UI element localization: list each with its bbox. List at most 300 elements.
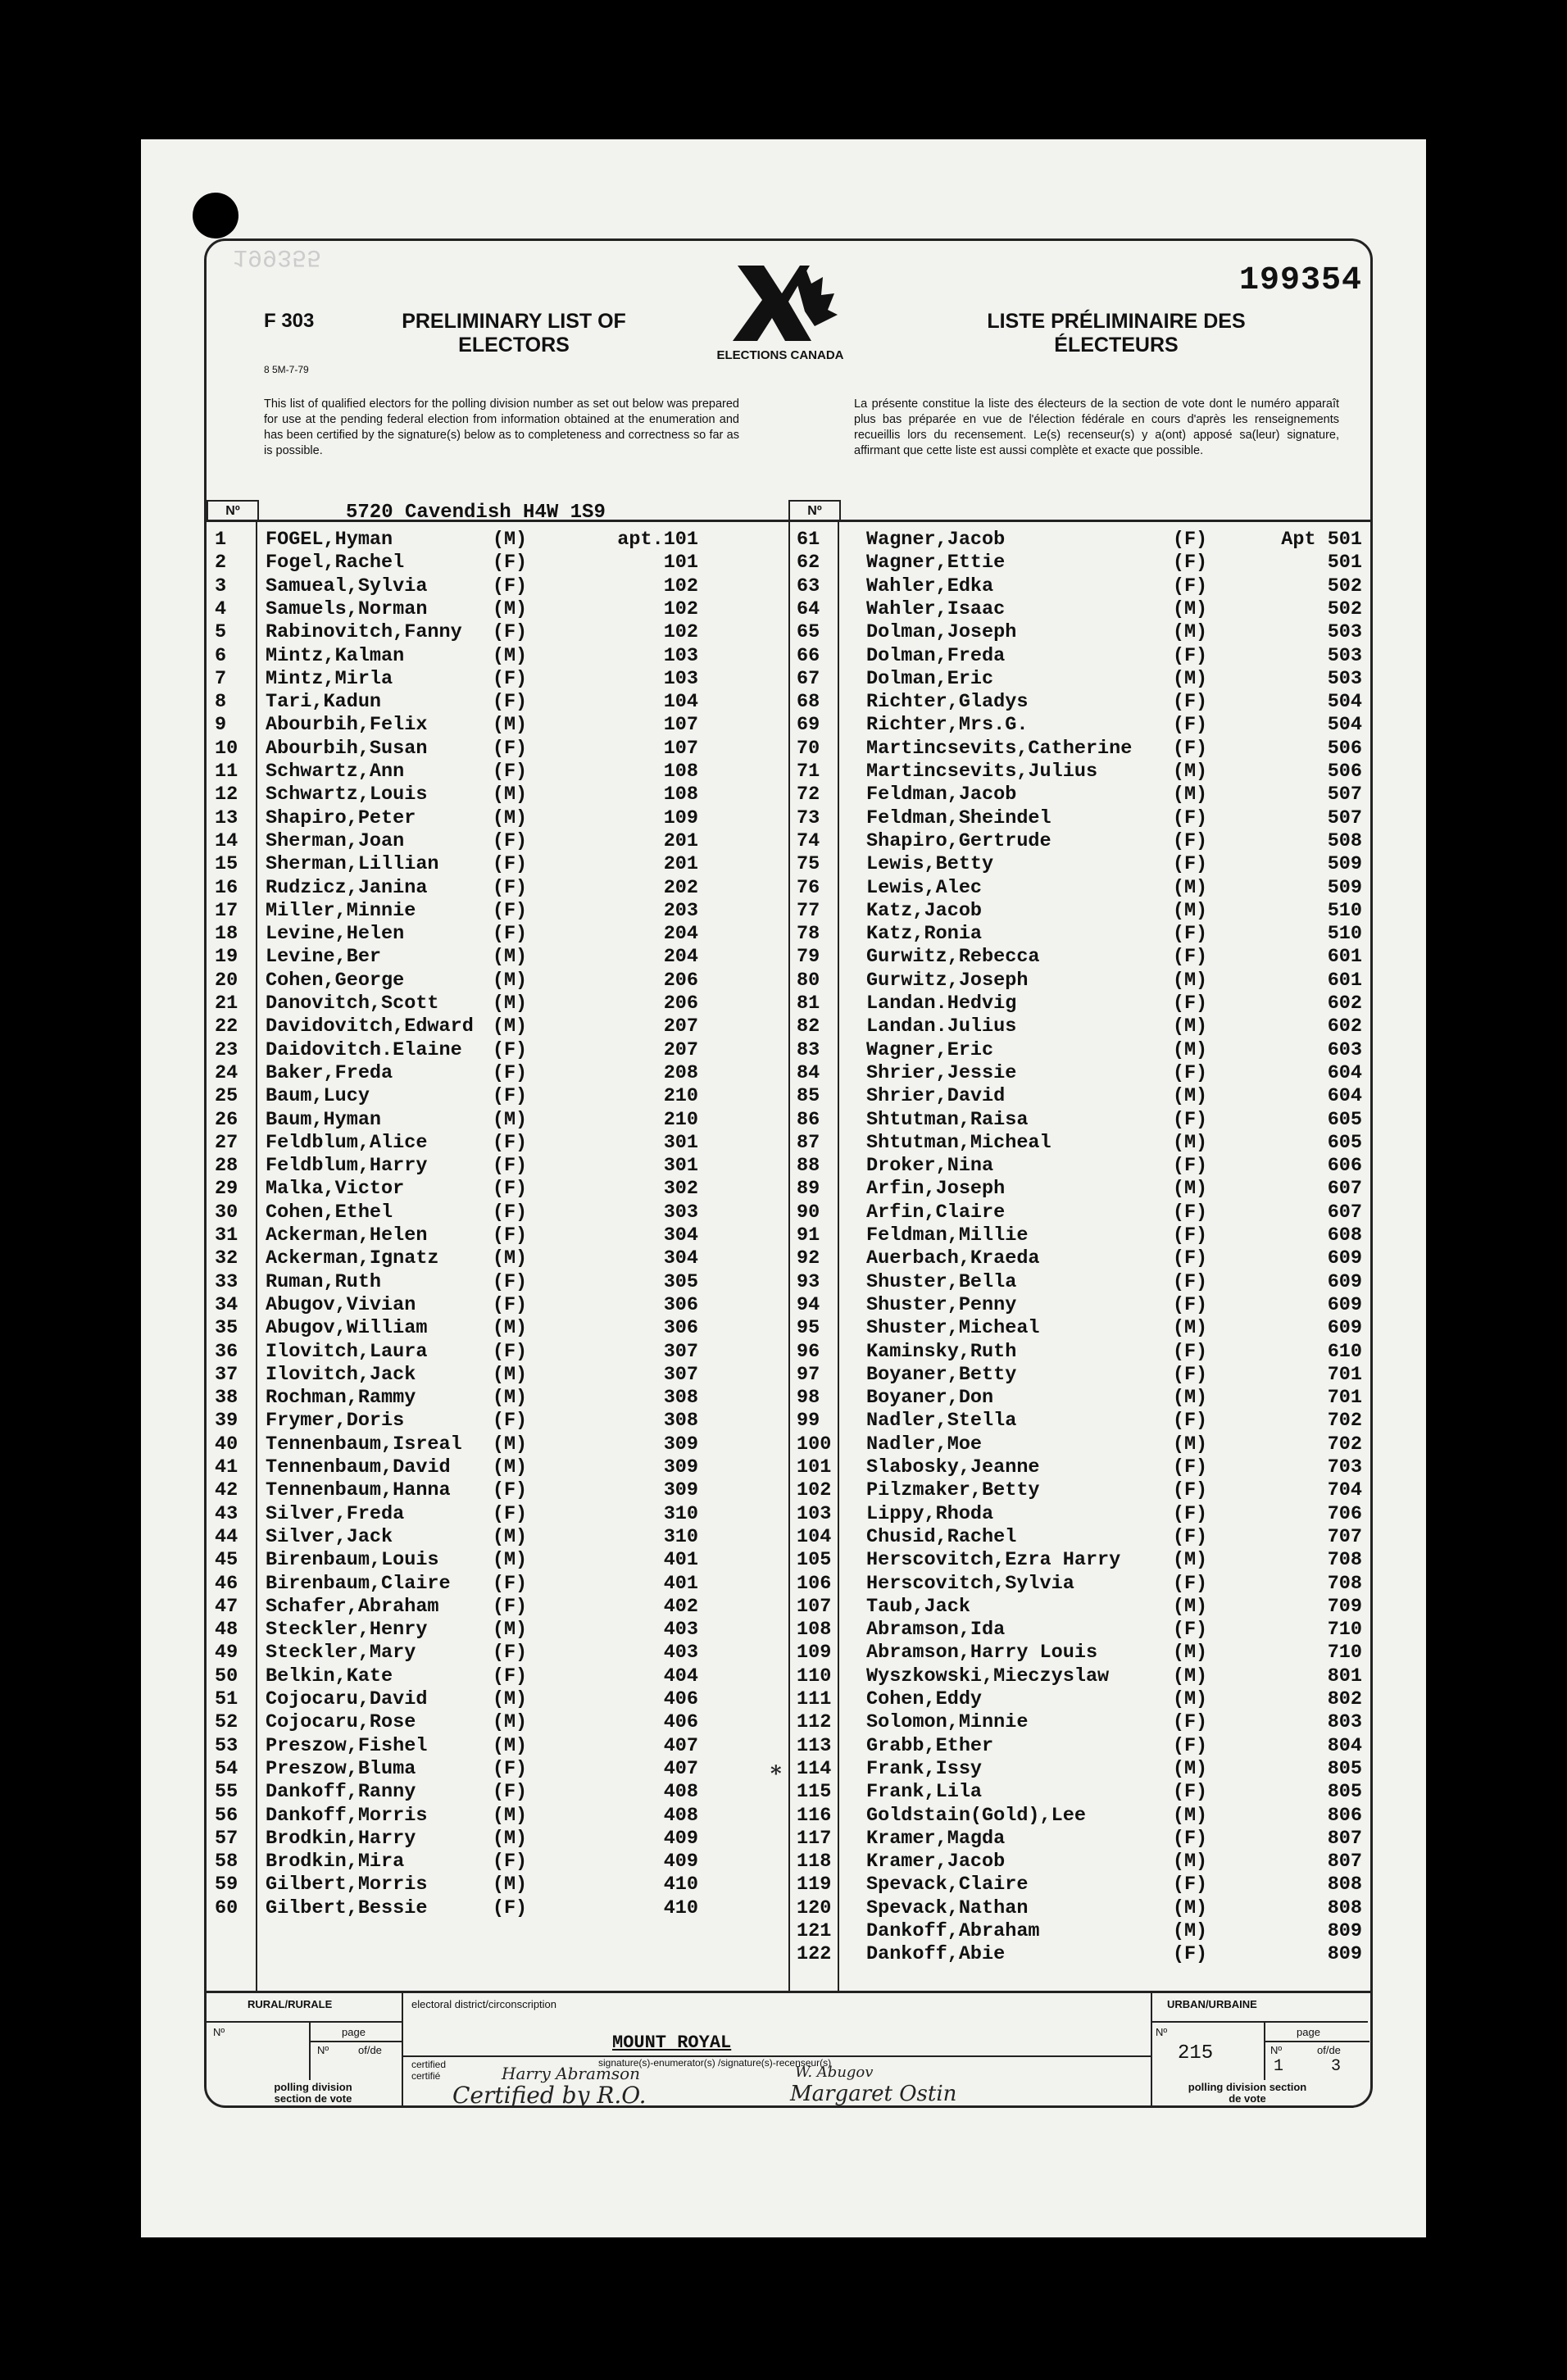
elector-sex: (F)	[1172, 923, 1208, 946]
elector-name: Boyaner,Don	[866, 1387, 994, 1410]
elector-number: 98	[797, 1387, 820, 1410]
elector-number: 84	[797, 1061, 820, 1084]
logo-wordmark: ELECTIONS CANADA	[716, 348, 844, 362]
elector-sex: (M)	[1172, 1317, 1208, 1340]
rural-no-label: Nº	[213, 2026, 225, 2038]
elector-sex: (F)	[492, 667, 528, 690]
elector-number: 109	[797, 1642, 832, 1665]
elector-name: Shuster,Penny	[866, 1293, 1017, 1316]
elector-sex: (F)	[1172, 1293, 1208, 1316]
elector-name: Baum,Hyman	[266, 1108, 382, 1131]
elector-apartment: 708	[1327, 1549, 1362, 1572]
elector-number: 73	[797, 806, 820, 829]
title-english: PRELIMINARY LIST OF ELECTORS	[402, 310, 626, 357]
elector-row	[215, 1109, 780, 1132]
elector-apartment: 103	[663, 644, 698, 667]
elector-apartment: 310	[663, 1525, 698, 1548]
elector-sex: (F)	[492, 923, 528, 946]
elector-apartment: 607	[1327, 1178, 1362, 1201]
elector-number: 37	[215, 1363, 238, 1386]
elector-row	[215, 761, 780, 783]
elector-number: 51	[215, 1688, 238, 1710]
elector-sex: (M)	[1172, 1549, 1208, 1572]
elector-sex: (M)	[492, 1015, 528, 1038]
elector-name: Levine,Ber	[266, 946, 382, 969]
elector-sex: (M)	[492, 1711, 528, 1734]
elector-number: 114	[797, 1757, 832, 1780]
bleed-through-serial: 199355	[233, 243, 322, 270]
elector-apartment: 108	[663, 783, 698, 806]
elector-sex: (F)	[1172, 1108, 1208, 1131]
elector-row	[215, 598, 780, 621]
elector-sex: (F)	[1172, 1270, 1208, 1293]
elector-row	[797, 1109, 1366, 1132]
elector-sex: (M)	[1172, 969, 1208, 992]
elector-sex: (M)	[492, 1456, 528, 1478]
elector-name: Cohen,Ethel	[266, 1201, 393, 1224]
elector-apartment: 610	[1327, 1340, 1362, 1363]
elector-row	[215, 992, 780, 1015]
elector-number: 77	[797, 899, 820, 922]
elector-name: Ruman,Ruth	[266, 1270, 382, 1293]
elector-number: 72	[797, 783, 820, 806]
elector-row	[215, 1642, 780, 1665]
elector-row	[797, 1410, 1366, 1433]
elector-number: 52	[215, 1711, 238, 1734]
elector-number: 116	[797, 1804, 832, 1827]
elector-row	[797, 1851, 1366, 1874]
elector-apartment: 807	[1327, 1827, 1362, 1850]
elector-sex: (M)	[492, 1433, 528, 1456]
elector-number: 1	[215, 529, 227, 551]
elector-number: 34	[215, 1293, 238, 1316]
elector-sex: (F)	[1172, 1456, 1208, 1478]
elector-row	[797, 1062, 1366, 1085]
elector-name: Shtutman,Micheal	[866, 1131, 1051, 1154]
elector-row	[797, 645, 1366, 668]
elector-apartment: 707	[1327, 1525, 1362, 1548]
elector-row	[797, 1294, 1366, 1317]
elector-apartment: 603	[1327, 1038, 1362, 1061]
rural-page-no-label: Nº	[317, 2044, 329, 2056]
elector-row	[797, 1271, 1366, 1294]
signature-harry-abramson: Harry Abramson	[502, 2064, 641, 2083]
elector-apartment: 107	[663, 737, 698, 760]
elector-sex: (F)	[1172, 1572, 1208, 1595]
elector-sex: (M)	[492, 1827, 528, 1850]
elector-name: Schwartz,Louis	[266, 783, 428, 806]
elector-number: 21	[215, 992, 238, 1015]
elector-number: 101	[797, 1456, 832, 1478]
elector-number: 107	[797, 1595, 832, 1618]
elector-sex: (M)	[1172, 1038, 1208, 1061]
elector-number: 99	[797, 1410, 820, 1433]
elector-number: 4	[215, 597, 227, 620]
elector-sex: (F)	[492, 1479, 528, 1502]
form-footer	[207, 1991, 1370, 2108]
elector-number: 120	[797, 1896, 832, 1919]
elector-apartment: 206	[663, 969, 698, 992]
elector-number: 61	[797, 529, 820, 551]
elector-row	[215, 714, 780, 737]
elector-row	[797, 946, 1366, 969]
elector-number: 122	[797, 1943, 832, 1966]
elector-sex: (M)	[492, 992, 528, 1015]
elector-sex: (M)	[492, 1549, 528, 1572]
elector-number: 59	[215, 1874, 238, 1896]
elector-number: 65	[797, 621, 820, 644]
elector-sex: (F)	[492, 1270, 528, 1293]
elector-number: 80	[797, 969, 820, 992]
elector-name: Feldman,Jacob	[866, 783, 1017, 806]
elector-apartment: 605	[1327, 1131, 1362, 1154]
elector-row	[797, 1387, 1366, 1410]
elector-apartment: 710	[1327, 1619, 1362, 1642]
elector-sex: (F)	[1172, 1155, 1208, 1178]
elector-sex: (F)	[1172, 1247, 1208, 1270]
elector-name: Dankoff,Morris	[266, 1804, 428, 1827]
elector-row	[797, 761, 1366, 783]
elector-number: 95	[797, 1317, 820, 1340]
elector-name: Tennenbaum,Isreal	[266, 1433, 462, 1456]
elector-name: Slabosky,Jeanne	[866, 1456, 1040, 1478]
elector-row	[797, 1224, 1366, 1247]
elector-name: Pilzmaker,Betty	[866, 1479, 1040, 1502]
elector-number: 102	[797, 1479, 832, 1502]
elector-apartment: 208	[663, 1061, 698, 1084]
rural-label: RURAL/RURALE	[248, 1998, 333, 2010]
elector-row	[215, 1781, 780, 1804]
elector-sex: (F)	[1172, 1874, 1208, 1896]
elector-apartment: 807	[1327, 1851, 1362, 1874]
elector-row	[215, 1317, 780, 1340]
elector-name: Boyaner,Betty	[866, 1363, 1017, 1386]
elector-sex: (F)	[1172, 946, 1208, 969]
elector-number: 8	[215, 691, 227, 714]
elector-sex: (F)	[492, 1061, 528, 1084]
elector-row	[797, 1132, 1366, 1155]
elector-apartment: 701	[1327, 1363, 1362, 1386]
elector-name: Wagner,Ettie	[866, 552, 1006, 575]
elector-apartment: 308	[663, 1410, 698, 1433]
elector-apartment: 109	[663, 806, 698, 829]
elector-number: 56	[215, 1804, 238, 1827]
elector-sex: (M)	[492, 1387, 528, 1410]
elector-number: 48	[215, 1619, 238, 1642]
elector-name: Silver,Freda	[266, 1502, 405, 1525]
elector-apartment: 403	[663, 1642, 698, 1665]
elector-row	[215, 668, 780, 691]
elector-sex: (M)	[492, 1363, 528, 1386]
elector-number: 74	[797, 829, 820, 852]
elector-sex: (M)	[1172, 1131, 1208, 1154]
elector-apartment: 703	[1327, 1456, 1362, 1478]
district-label: electoral district/circonscription	[411, 1998, 557, 2010]
elector-apartment: 309	[663, 1479, 698, 1502]
elector-row	[797, 900, 1366, 923]
elector-sex: (F)	[1172, 1340, 1208, 1363]
elector-number: 16	[215, 876, 238, 899]
elector-sex: (F)	[492, 899, 528, 922]
elector-sex: (F)	[1172, 1201, 1208, 1224]
elector-number: 33	[215, 1270, 238, 1293]
elector-row	[797, 783, 1366, 806]
elector-number: 19	[215, 946, 238, 969]
elector-name: Feldblum,Alice	[266, 1131, 428, 1154]
elector-number: 12	[215, 783, 238, 806]
elector-name: Danovitch,Scott	[266, 992, 439, 1015]
elector-row	[797, 1688, 1366, 1711]
elector-sex: (M)	[1172, 1387, 1208, 1410]
elector-name: Birenbaum,Louis	[266, 1549, 439, 1572]
elector-name: Levine,Helen	[266, 923, 405, 946]
elector-sex: (M)	[492, 1525, 528, 1548]
elector-sex: (F)	[492, 1410, 528, 1433]
elector-sex: (F)	[492, 853, 528, 876]
elector-sex: (F)	[492, 1178, 528, 1201]
elector-sex: (F)	[1172, 575, 1208, 597]
elector-sex: (M)	[492, 597, 528, 620]
elector-row	[215, 877, 780, 900]
elector-apartment: 708	[1327, 1572, 1362, 1595]
elector-apartment: 305	[663, 1270, 698, 1293]
elector-number: 15	[215, 853, 238, 876]
elector-number: 54	[215, 1757, 238, 1780]
elector-apartment: 802	[1327, 1688, 1362, 1710]
elector-number: 14	[215, 829, 238, 852]
elector-apartment: 805	[1327, 1757, 1362, 1780]
elector-number: 100	[797, 1433, 832, 1456]
elector-apartment: 310	[663, 1502, 698, 1525]
elector-number: 115	[797, 1781, 832, 1804]
elector-name: Shapiro,Gertrude	[866, 829, 1051, 852]
urban-page-label: page	[1297, 2026, 1320, 2038]
elector-row	[215, 1874, 780, 1896]
elector-row	[797, 992, 1366, 1015]
elector-sex: (F)	[1172, 1061, 1208, 1084]
elector-sex: (M)	[1172, 1757, 1208, 1780]
elector-row	[797, 1433, 1366, 1456]
elector-row	[797, 1039, 1366, 1062]
elector-name: Abourbih,Susan	[266, 737, 428, 760]
elector-sex: (M)	[1172, 1920, 1208, 1942]
elector-number: 25	[215, 1085, 238, 1108]
elector-sex: (F)	[492, 829, 528, 852]
elector-row	[797, 621, 1366, 644]
elector-name: Nadler,Stella	[866, 1410, 1017, 1433]
elector-number: 75	[797, 853, 820, 876]
elector-number: 78	[797, 923, 820, 946]
elector-name: Taub,Jack	[866, 1595, 970, 1618]
elector-row	[215, 1178, 780, 1201]
punch-hole	[193, 193, 238, 238]
elector-apartment: 103	[663, 667, 698, 690]
elector-apartment: 710	[1327, 1642, 1362, 1665]
elector-row	[797, 1456, 1366, 1479]
elector-row	[215, 1132, 780, 1155]
elector-sex: (M)	[492, 1108, 528, 1131]
elector-number: 68	[797, 691, 820, 714]
elector-number: 111	[797, 1688, 832, 1710]
elector-name: Solomon,Minnie	[866, 1711, 1029, 1734]
elector-number: 49	[215, 1642, 238, 1665]
elector-number: 117	[797, 1827, 832, 1850]
elector-name: Fogel,Rachel	[266, 552, 405, 575]
elector-sex: (M)	[1172, 1015, 1208, 1038]
elector-name: Wahler,Isaac	[866, 597, 1006, 620]
elector-row	[215, 783, 780, 806]
elector-name: Tennenbaum,David	[266, 1456, 451, 1478]
elector-apartment: 609	[1327, 1270, 1362, 1293]
elector-name: Spevack,Nathan	[866, 1896, 1029, 1919]
elector-apartment: 504	[1327, 691, 1362, 714]
elector-row	[215, 1364, 780, 1387]
elector-name: Ackerman,Ignatz	[266, 1247, 439, 1270]
elector-number: 47	[215, 1595, 238, 1618]
elector-row	[797, 1943, 1366, 1966]
certified-label-en: certified	[411, 2059, 447, 2070]
elections-canada-logo	[715, 259, 846, 374]
elector-number: 63	[797, 575, 820, 597]
elector-apartment: 309	[663, 1433, 698, 1456]
elector-sex: (M)	[1172, 1085, 1208, 1108]
elector-name: Dankoff,Abraham	[866, 1920, 1040, 1942]
elector-number: 28	[215, 1155, 238, 1178]
elector-name: Dolman,Joseph	[866, 621, 1017, 644]
elector-row	[215, 575, 780, 598]
elector-apartment: 506	[1327, 761, 1362, 783]
intro-french: La présente constitue la liste des électeurs de la section de vote dont le numéro apparaît plus bas préparée en vue de l'élection fédérale en cours d'après les renseignements recueillis lors du recensement. Le(s) recenseur(s) y a(ont) apposé sa(leur) signature, affirmant que cette liste est aussi complète et exacte que possible.	[854, 397, 1339, 457]
elector-row	[215, 1341, 780, 1364]
elector-sex: (M)	[492, 1688, 528, 1710]
elector-name: Brodkin,Harry	[266, 1827, 416, 1850]
elector-name: Schafer,Abraham	[266, 1595, 439, 1618]
elector-name: Katz,Jacob	[866, 899, 983, 922]
elector-row	[215, 1456, 780, 1479]
elector-name: Davidovitch,Edward	[266, 1015, 474, 1038]
rural-page-of-label: of/de	[358, 2044, 382, 2056]
elector-row	[797, 807, 1366, 830]
elector-number: 18	[215, 923, 238, 946]
elector-name: Arfin,Joseph	[866, 1178, 1006, 1201]
elector-number: 42	[215, 1479, 238, 1502]
signature-label: signature(s)-enumerator(s) /signature(s)-recenseur(s)	[598, 2057, 832, 2069]
certified-by-ro-handwriting: Certified by R.O.	[452, 2082, 647, 2109]
elector-name: Abugov,Vivian	[266, 1293, 416, 1316]
elector-name: Ilovitch,Laura	[266, 1340, 428, 1363]
elector-apartment: 808	[1327, 1874, 1362, 1896]
elector-apartment: 605	[1327, 1108, 1362, 1131]
elector-number: 110	[797, 1665, 832, 1687]
elector-sex: (F)	[492, 1201, 528, 1224]
elector-row	[215, 1503, 780, 1526]
elector-sex: (M)	[492, 644, 528, 667]
elector-name: Feldman,Sheindel	[866, 806, 1051, 829]
elector-apartment: 206	[663, 992, 698, 1015]
signature-returning-officer: Margaret Ostin	[790, 2082, 957, 2106]
elector-apartment: 507	[1327, 806, 1362, 829]
center-column-line	[788, 500, 790, 1991]
elector-name: Dankoff,Abie	[866, 1943, 1006, 1966]
elector-name: Wyszkowski,Mieczyslaw	[866, 1665, 1110, 1687]
urban-page-of-label: of/de	[1317, 2044, 1341, 2056]
elector-sex: (M)	[492, 806, 528, 829]
elector-number: 27	[215, 1131, 238, 1154]
elector-sex: (F)	[1172, 1619, 1208, 1642]
elector-name: Dolman,Eric	[866, 667, 994, 690]
elector-number: 119	[797, 1874, 832, 1896]
elector-apartment: 809	[1327, 1920, 1362, 1942]
elector-apartment: 808	[1327, 1896, 1362, 1919]
elector-sex: (M)	[1172, 1178, 1208, 1201]
elector-row	[215, 1039, 780, 1062]
elector-number: 91	[797, 1224, 820, 1247]
elector-row	[797, 714, 1366, 737]
elector-row	[797, 830, 1366, 853]
elector-number: 10	[215, 737, 238, 760]
elector-apartment: 507	[1327, 783, 1362, 806]
elector-apartment: 306	[663, 1317, 698, 1340]
elector-apartment: 210	[663, 1085, 698, 1108]
elector-name: Lewis,Betty	[866, 853, 994, 876]
elector-sex: (F)	[492, 1572, 528, 1595]
building-address: 5720 Cavendish H4W 1S9	[346, 502, 606, 524]
elector-name: Katz,Ronia	[866, 923, 983, 946]
elector-row	[215, 1224, 780, 1247]
elector-row	[797, 1711, 1366, 1734]
elector-apartment: 608	[1327, 1224, 1362, 1247]
elector-apartment: 601	[1327, 946, 1362, 969]
elector-row	[797, 1874, 1366, 1896]
elector-row	[215, 1410, 780, 1433]
elector-row	[215, 1062, 780, 1085]
elector-apartment: 607	[1327, 1201, 1362, 1224]
elector-number: 35	[215, 1317, 238, 1340]
elector-name: Frank,Lila	[866, 1781, 983, 1804]
elector-apartment: 302	[663, 1178, 698, 1201]
elector-sex: (F)	[1172, 829, 1208, 852]
elector-sex: (F)	[1172, 1827, 1208, 1850]
elector-apartment: 102	[663, 621, 698, 644]
elector-name: Rabinovitch,Fanny	[266, 621, 462, 644]
elector-sex: (M)	[492, 529, 528, 551]
elector-sex: (F)	[492, 1665, 528, 1687]
elector-number: 96	[797, 1340, 820, 1363]
elector-row	[215, 1805, 780, 1828]
elector-apartment: 704	[1327, 1479, 1362, 1502]
elector-name: Silver,Jack	[266, 1525, 393, 1548]
elector-apartment: 401	[663, 1572, 698, 1595]
elector-row	[797, 1526, 1366, 1549]
elector-row	[797, 552, 1366, 575]
elector-number: 57	[215, 1827, 238, 1850]
elector-name: Preszow,Bluma	[266, 1757, 416, 1780]
elector-sex: (M)	[1172, 899, 1208, 922]
page-of-number: 3	[1331, 2057, 1342, 2076]
elector-number: 7	[215, 667, 227, 690]
elector-sex: (F)	[492, 1851, 528, 1874]
elector-name: Rudzicz,Janina	[266, 876, 428, 899]
elector-apartment: 201	[663, 853, 698, 876]
elector-row	[215, 1015, 780, 1038]
elector-row	[215, 1596, 780, 1619]
elector-sex: (F)	[492, 621, 528, 644]
elector-name: Droker,Nina	[866, 1155, 994, 1178]
intro-english: This list of qualified electors for the polling division number as set out below was prepared for use at the pending federal election from information obtained at the enumeration and has been certified by the signature(s) below as to completeness and correctness so far as is possible.	[264, 397, 739, 457]
elector-name: Kramer,Magda	[866, 1827, 1006, 1850]
elector-row	[215, 853, 780, 876]
elector-name: Belkin,Kate	[266, 1665, 393, 1687]
